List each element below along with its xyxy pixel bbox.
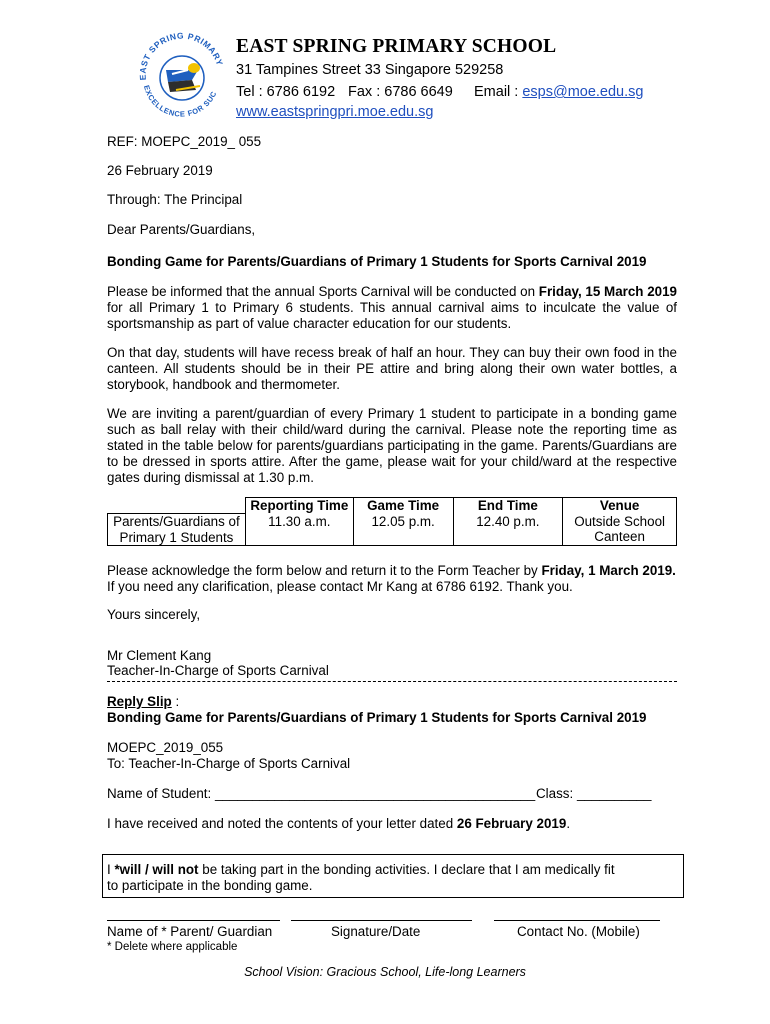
reply-slip-ref: MOEPC_2019_055	[107, 740, 224, 755]
class-blank[interactable]: __________	[576, 786, 652, 801]
letter-closing: Yours sincerely,	[107, 607, 201, 622]
ack-text-a: I have received and noted the contents of your letter dated	[107, 816, 457, 831]
declaration-text[interactable]	[107, 862, 627, 894]
parent-name-line[interactable]	[107, 920, 280, 921]
school-name: EAST SPRING PRIMARY SCHOOL	[236, 36, 557, 57]
signatory-name: Mr Clement Kang	[107, 648, 212, 663]
reply-slip-title: Reply Slip	[107, 694, 172, 709]
reply-slip-to: To: Teacher-In-Charge of Sports Carnival	[107, 756, 351, 771]
class-label: Class:	[536, 786, 577, 801]
school-logo	[132, 24, 228, 124]
reply-slip-heading	[107, 694, 677, 710]
letter-paragraph-3: We are inviting a parent/guardian of every Primary 1 student to participate in a bonding game such as ball relay with their child/ward during the carnival. Please note the reporting time as stated in the table below for parents/guardians participating in the game. Parents/Guardians are to be dressed in sports attire. After the game, please wait for your child/ward at the respective gates during dismissal at 1.30 p.m.	[107, 406, 677, 485]
school-vision-footer: School Vision: Gracious School, Life-long Learners	[244, 965, 526, 979]
tear-off-divider	[107, 681, 677, 682]
header-venue: Venue	[563, 498, 677, 514]
header-end-time: End Time	[453, 498, 563, 514]
p4-text-b: If you need any clarification, please contact Mr Kang at 6786 6192. Thank you.	[107, 579, 573, 594]
email-link[interactable]: esps@moe.edu.sg	[522, 84, 644, 100]
reply-slip-colon: :	[171, 694, 180, 709]
decl-text-b: be taking part in the bonding activities. I declare that I am medically fit to participate in the bonding game.	[107, 862, 615, 893]
schedule-table	[107, 497, 677, 546]
p1-text-a: Please be informed that the annual Sports Carnival will be conducted on	[107, 284, 539, 299]
letter-paragraph-1	[107, 284, 677, 332]
letter-subject: Bonding Game for Parents/Guardians of Primary 1 Students for Sports Carnival 2019	[107, 254, 647, 269]
school-address: 31 Tampines Street 33 Singapore 529258	[236, 62, 504, 78]
acknowledgement-line	[107, 816, 677, 832]
class-field[interactable]	[536, 786, 651, 802]
school-tel: Tel : 6786 6192	[236, 84, 336, 100]
footnote-delete: * Delete where applicable	[107, 941, 238, 953]
letter-ref: REF: MOEPC_2019_ 055	[107, 134, 262, 149]
will-will-not-choice[interactable]: *will / will not	[114, 862, 199, 877]
student-name-label: Name of Student:	[107, 786, 215, 801]
cell-end-time: 12.40 p.m.	[453, 514, 563, 546]
letter-date: 26 February 2019	[107, 163, 213, 178]
sig-label-parent-name: Name of * Parent/ Guardian	[107, 924, 273, 939]
school-fax: Fax : 6786 6649	[348, 84, 453, 100]
sig-label-contact-no: Contact No. (Mobile)	[517, 924, 640, 939]
p4-text-a: Please acknowledge the form below and return it to the Form Teacher by	[107, 563, 542, 578]
cell-venue: Outside School Canteen	[563, 514, 677, 546]
logo-crest-icon	[132, 24, 228, 124]
email-label: Email :	[474, 84, 523, 100]
header-game-time: Game Time	[353, 498, 453, 514]
school-email-block	[474, 84, 643, 100]
schedule-header-row	[108, 498, 677, 514]
letter-salutation: Dear Parents/Guardians,	[107, 222, 256, 237]
signature-date-line[interactable]	[291, 920, 472, 921]
decl-text-a: I	[107, 862, 115, 877]
logo-motto-text: EXCELLENCE FOR SUC	[141, 84, 219, 119]
schedule-row	[108, 514, 677, 546]
p1-text-b: for all Primary 1 to Primary 6 students. This annual carnival aims to inculcate the value of sportsmanship as part of value character education for our students.	[107, 300, 677, 331]
row-label: Parents/Guardians of Primary 1 Students	[108, 514, 246, 546]
ack-date-bold: 26 February 2019	[456, 816, 567, 831]
p1-date-bold: Friday, 15 March 2019	[538, 284, 677, 299]
cell-game-time: 12.05 p.m.	[353, 514, 453, 546]
letter-paragraph-2: On that day, students will have recess break of half an hour. They can buy their own food in the canteen. All students should be in their PE attire and bring along their own water bottles, a storybook, handbook and thermometer.	[107, 345, 677, 392]
signatory-title: Teacher-In-Charge of Sports Carnival	[107, 663, 329, 678]
letter-through: Through: The Principal	[107, 192, 243, 207]
letter-paragraph-4	[107, 563, 677, 595]
header-reporting-time: Reporting Time	[245, 498, 353, 514]
reply-slip-subject: Bonding Game for Parents/Guardians of Primary 1 Students for Sports Carnival 2019	[107, 710, 647, 725]
p4-date-bold: Friday, 1 March 2019.	[541, 563, 676, 578]
cell-reporting-time: 11.30 a.m.	[245, 514, 353, 546]
student-name-blank[interactable]: ___________________________________________	[214, 786, 536, 801]
table-corner	[108, 498, 246, 514]
school-website-link[interactable]: www.eastspringpri.moe.edu.sg	[236, 104, 434, 120]
contact-number-line[interactable]	[494, 920, 660, 921]
sig-label-signature-date: Signature/Date	[331, 924, 421, 939]
ack-text-b: .	[566, 816, 571, 831]
logo-ring-text: EAST SPRING PRIMARY	[137, 30, 226, 81]
